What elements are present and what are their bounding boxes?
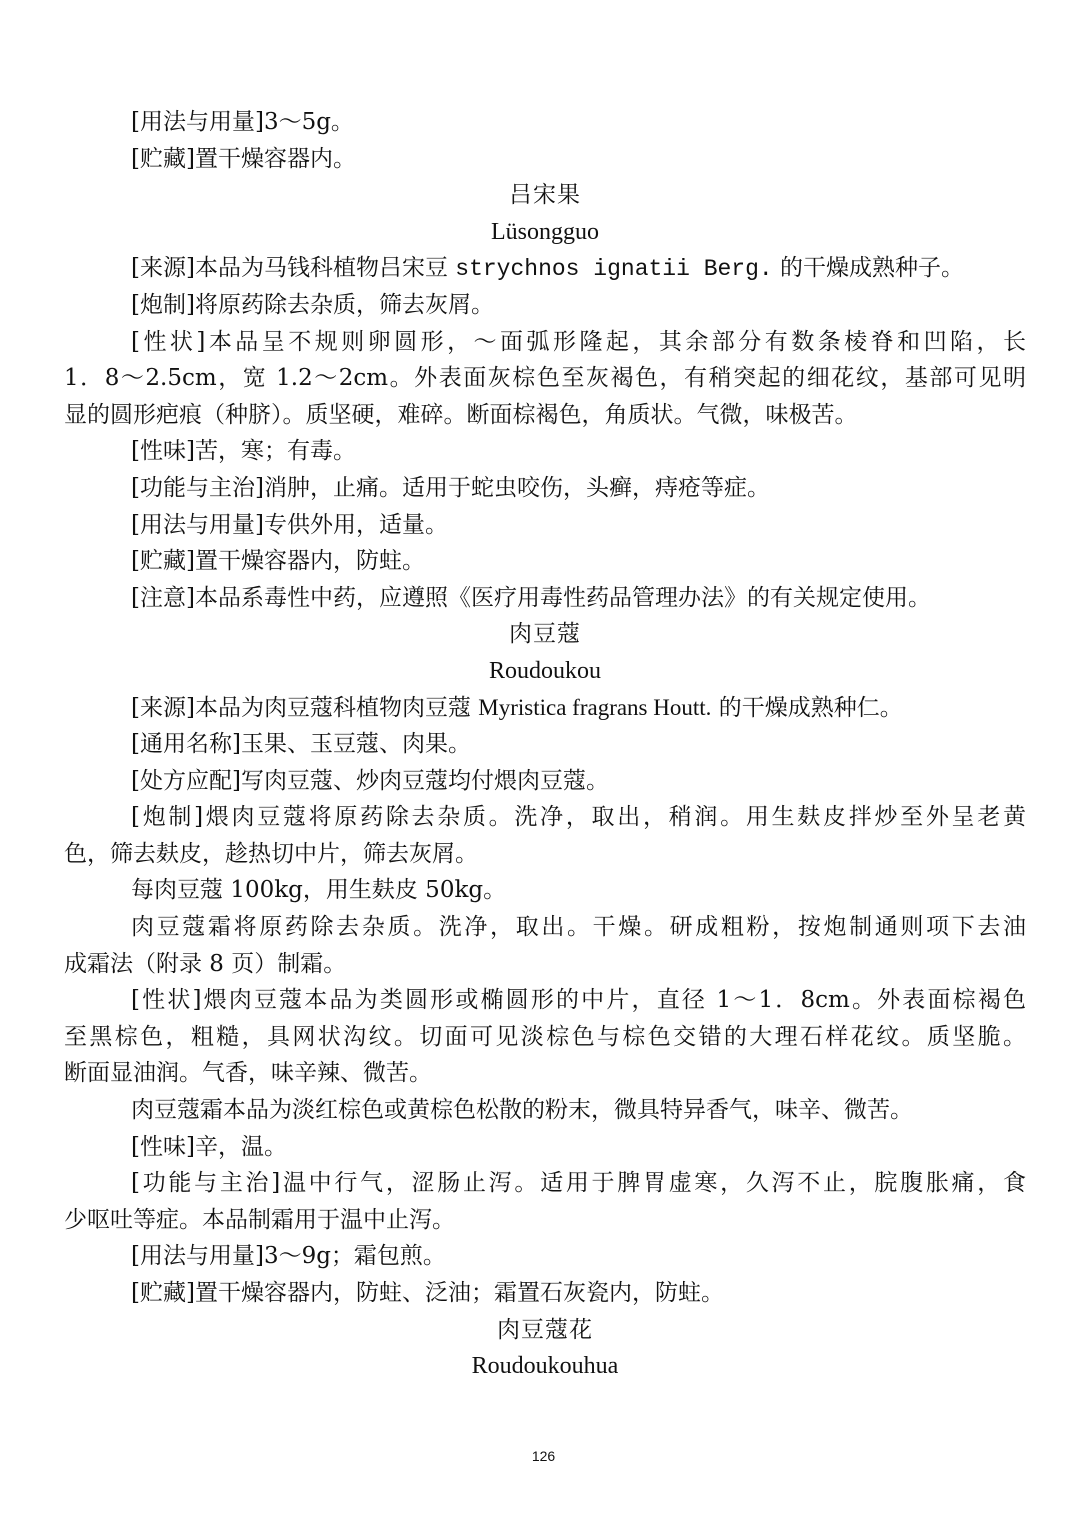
- text-line: [性状]煨肉豆蔻本品为类圆形或椭圆形的中片，直径 1～1．8cm。外表面棕褐色: [131, 987, 1026, 1014]
- text-line: [通用名称]玉果、玉豆蔻、肉果。: [131, 731, 471, 758]
- text-line: 肉豆蔻霜将原药除去杂质。洗净，取出。干燥。研成粗粉，按炮制通则项下去油: [131, 914, 1026, 941]
- heading-line: 吕宋果: [509, 182, 581, 209]
- text-line: [性味]辛，温。: [131, 1133, 287, 1160]
- text-line: 每肉豆蔻 100kg，用生麸皮 50kg。: [131, 877, 507, 904]
- text-line: [性状]本品呈不规则卵圆形，～面弧形隆起，其余部分有数条棱脊和凹陷，长: [131, 328, 1026, 355]
- text-line: 断面显油润。气香，味辛辣、微苦。: [64, 1060, 432, 1087]
- text-line: [贮藏]置干燥容器内，防蛀、泛油；霜置石灰瓷内，防蛀。: [131, 1280, 724, 1306]
- heading-line: 肉豆蔻: [509, 621, 581, 648]
- text-line: [用法与用量]3～5g。: [131, 109, 354, 135]
- heading-line: Lüsongguo: [491, 218, 599, 245]
- document-body: [64, 104, 1026, 1385]
- text-line: 少呕吐等症。本品制霜用于温中止泻。: [64, 1206, 455, 1233]
- text-line: 成霜法（附录 8 页）制霜。: [64, 950, 347, 977]
- text-line: [贮藏]置干燥容器内。: [131, 145, 356, 172]
- heading-line: Roudoukouhua: [471, 1353, 619, 1380]
- page-number: 126: [531, 1448, 556, 1464]
- text-line: [功能与主治]温中行气，涩肠止泻。适用于脾胃虚寒，久泻不止，脘腹胀痛，食: [131, 1170, 1026, 1197]
- text-line: 1．8～2.5cm，宽 1.2～2cm。外表面灰棕色至灰褐色，有稍突起的细花纹，基部可见明: [64, 365, 1026, 392]
- text-line: [贮藏]置干燥容器内，防蛀。: [131, 548, 425, 575]
- text-line: 显的圆形疤痕（种脐）。质坚硬，难碎。断面棕褐色，角质状。气微，味极苦。: [64, 401, 858, 428]
- heading-line: Roudoukou: [488, 657, 601, 684]
- text-line: 至黑棕色，粗糙，具网状沟纹。切面可见淡棕色与棕色交错的大理石样花纹。质坚脆。: [64, 1023, 1026, 1050]
- text-line: [来源]本品为马钱科植物吕宋豆 strychnos ignatii Berg. 的干燥成熟种子。: [131, 255, 965, 283]
- text-line: [用法与用量]专供外用，适量。: [131, 511, 448, 538]
- text-line: [炮制]煨肉豆蔻将原药除去杂质。洗净，取出，稍润。用生麸皮拌炒至外呈老黄: [131, 804, 1026, 831]
- text-line: [来源]本品为肉豆蔻科植物肉豆蔻 Myristica fragrans Houtt. 的干燥成熟种仁。: [131, 694, 903, 721]
- text-line: [用法与用量]3～9g；霜包煎。: [131, 1243, 446, 1270]
- text-line: [炮制]将原药除去杂质，筛去灰屑。: [131, 291, 494, 318]
- text-line: [处方应配]写肉豆蔻、炒肉豆蔻均付煨肉豆蔻。: [131, 767, 609, 794]
- text-line: [功能与主治]消肿，止痛。适用于蛇虫咬伤，头癣，痔疮等症。: [131, 474, 770, 501]
- text-line: 色，筛去麸皮，趁热切中片，筛去灰屑。: [64, 840, 478, 867]
- text-line: [性味]苦，寒；有毒。: [131, 438, 356, 465]
- text-line: 肉豆蔻霜本品为淡红棕色或黄棕色松散的粉末，微具特异香气，味辛、微苦。: [131, 1097, 913, 1124]
- text-line: [注意]本品系毒性中药，应遵照《医疗用毒性药品管理办法》的有关规定使用。: [131, 584, 931, 611]
- heading-line: 肉豆蔻花: [497, 1316, 593, 1343]
